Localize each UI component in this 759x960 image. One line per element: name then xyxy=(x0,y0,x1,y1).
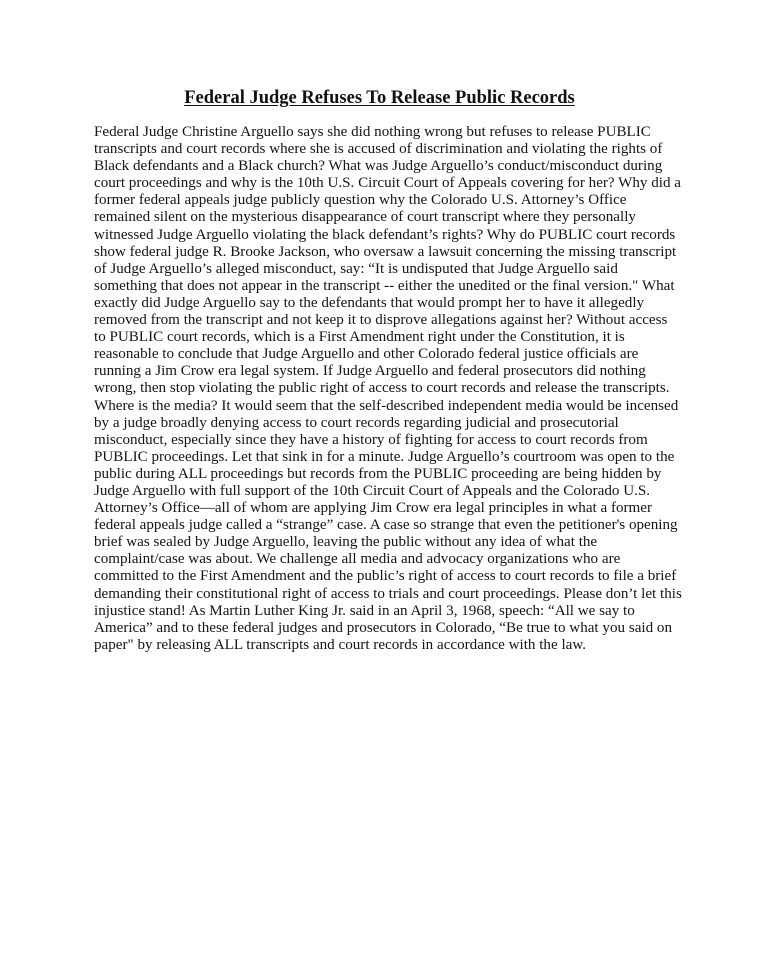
body-line: Black defendants and a Black church? What was Judge Arguello’s conduct/misconduct during xyxy=(94,158,663,175)
body-line: demanding their constitutional right of access to trials and court proceedings. Please don’t let this xyxy=(94,585,682,602)
body-line: transcripts and court records where she is accused of discrimination and violating the rights of xyxy=(94,141,663,158)
body-line: to PUBLIC court records, which is a First Amendment right under the Constitution, it is xyxy=(94,329,625,346)
body-line: committed to the First Amendment and the public’s right of access to court records to file a brief xyxy=(94,568,677,585)
body-line: exactly did Judge Arguello say to the defendants that would prompt her to have it allegedly xyxy=(94,294,645,311)
body-line: paper" by releasing ALL transcripts and court records in accordance with the law. xyxy=(94,636,587,653)
body-line: complaint/case was about. We challenge all media and advocacy organizations who are xyxy=(94,551,621,568)
body-line: Federal Judge Christine Arguello says she did nothing wrong but refuses to release PUBLIC xyxy=(94,124,651,140)
body-line: PUBLIC proceedings. Let that sink in for a minute. Judge Arguello’s courtroom was open to the xyxy=(94,448,675,465)
body-line: running a Jim Crow era legal system. If Judge Arguello and federal prosecutors did nothing xyxy=(94,363,646,380)
body-line: show federal judge R. Brooke Jackson, who oversaw a lawsuit concerning the missing transcript xyxy=(94,243,677,260)
body-line: public during ALL proceedings but records from the PUBLIC proceeding are being hidden by xyxy=(94,465,662,482)
body-line: federal appeals judge called a “strange” case. A case so strange that even the petitioner's opening xyxy=(94,517,678,534)
body-line: injustice stand! As Martin Luther King Jr. said in an April 3, 1968, speech: “All we say to xyxy=(94,602,635,619)
body-line: by a judge broadly denying access to court records regarding judicial and prosecutorial xyxy=(94,414,619,431)
body-line: former federal appeals judge publicly question why the Colorado U.S. Attorney’s Office xyxy=(94,192,627,209)
body-line: court proceedings and why is the 10th U.S. Circuit Court of Appeals covering for her? Why did a xyxy=(94,175,681,192)
body-line: removed from the transcript and not keep it to disprove allegations against her? Without access xyxy=(94,312,668,329)
body-line: misconduct, especially since they have a history of fighting for access to court records from xyxy=(94,431,648,448)
body-line: remained silent on the mysterious disappearance of court transcript where they personally xyxy=(94,209,636,226)
body-line: reasonable to conclude that Judge Arguello and other Colorado federal justice officials are xyxy=(94,346,639,363)
body-line: witnessed Judge Arguello violating the black defendant’s rights? Why do PUBLIC court records xyxy=(94,226,676,243)
document-body xyxy=(94,124,682,654)
body-line: Attorney’s Office—all of whom are applying Jim Crow era legal principles in what a former xyxy=(94,500,653,517)
body-line: wrong, then stop violating the public right of access to court records and release the transcripts. xyxy=(94,380,670,397)
document-title: Federal Judge Refuses To Release Public Records xyxy=(184,88,575,108)
body-line: something that does not appear in the transcript -- either the unedited or the final version." What xyxy=(94,277,675,294)
body-line: of Judge Arguello’s alleged misconduct, say: “It is undisputed that Judge Arguello said xyxy=(94,260,618,277)
body-line: America” and to these federal judges and prosecutors in Colorado, “Be true to what you said on xyxy=(94,619,672,636)
body-line: brief was sealed by Judge Arguello, leaving the public without any idea of what the xyxy=(94,534,598,551)
body-line: Where is the media? It would seem that the self-described independent media would be incensed xyxy=(94,397,679,414)
body-line: Judge Arguello with full support of the 10th Circuit Court of Appeals and the Colorado U.S. xyxy=(94,482,651,499)
